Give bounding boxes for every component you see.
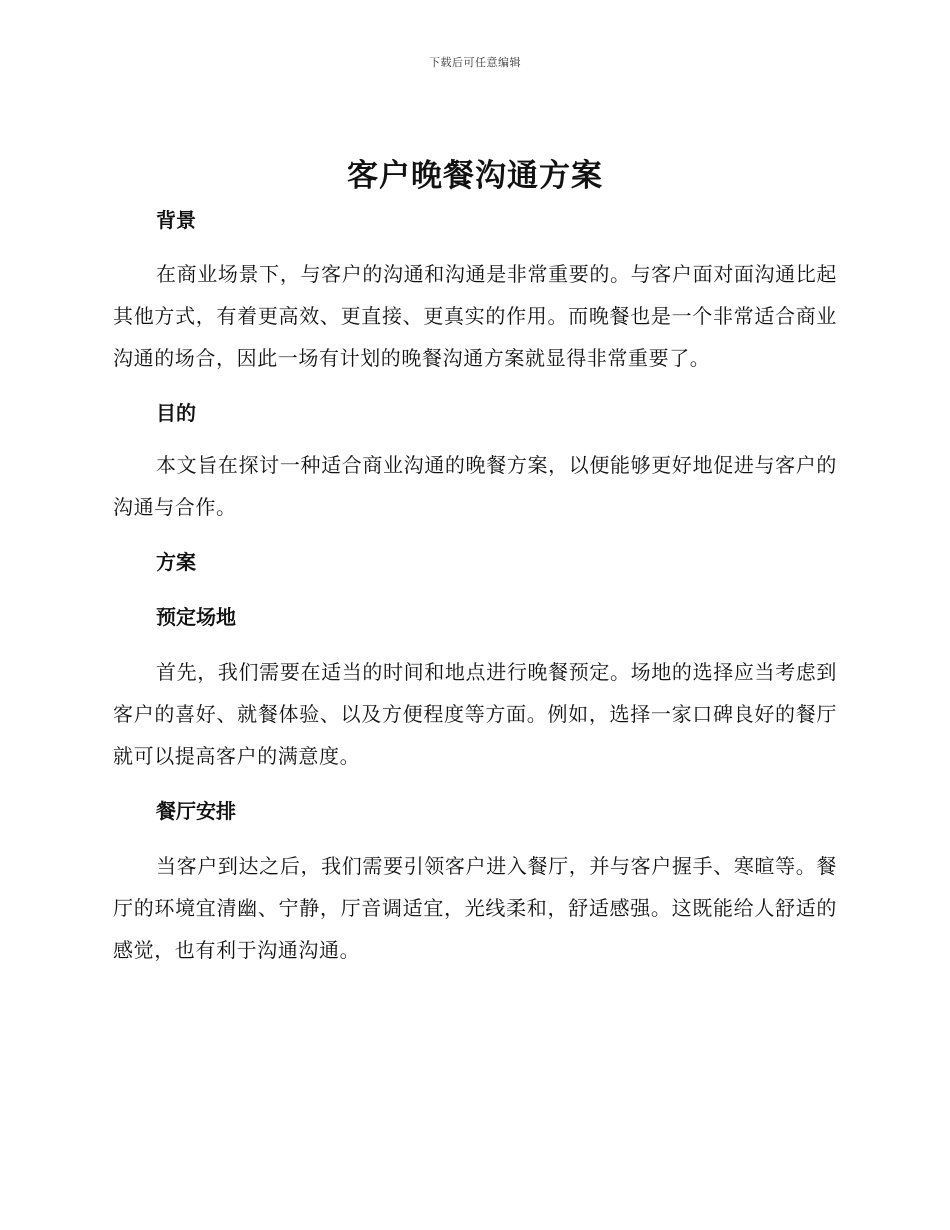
section-heading-background: 背景 [156, 208, 196, 232]
section-body-venue-booking: 首先，我们需要在适当的时间和地点进行晚餐预定。场地的选择应当考虑到客户的喜好、就餐体验、以及方便程度等方面。例如，选择一家口碑良好的餐厅就可以提高客户的满意度。 [113, 660, 837, 768]
section-heading-plan: 方案 [156, 550, 196, 574]
page-header-note: 下载后可任意编辑 [429, 56, 521, 69]
section-heading-venue-booking: 预定场地 [156, 605, 236, 629]
section-heading-purpose: 目的 [156, 401, 196, 425]
document-body [113, 200, 837, 971]
section-heading-restaurant-arrangement: 餐厅安排 [156, 799, 236, 823]
section-body-background: 在商业场景下，与客户的沟通和沟通是非常重要的。与客户面对面沟通比起其他方式，有着更高效、更直接、更真实的作用。而晚餐也是一个非常适合商业沟通的场合，因此一场有计划的晚餐沟通方案就显得非常重要了。 [113, 262, 837, 370]
document-title: 客户晚餐沟通方案 [347, 158, 603, 194]
section-body-purpose: 本文旨在探讨一种适合商业沟通的晚餐方案，以便能够更好地促进与客户的沟通与合作。 [113, 453, 837, 519]
section-body-restaurant-arrangement: 当客户到达之后，我们需要引领客户进入餐厅，并与客户握手、寒暄等。餐厅的环境宜清幽、宁静，厅音调适宜，光线柔和，舒适感强。这既能给人舒适的感觉，也有利于沟通沟通。 [113, 854, 837, 962]
